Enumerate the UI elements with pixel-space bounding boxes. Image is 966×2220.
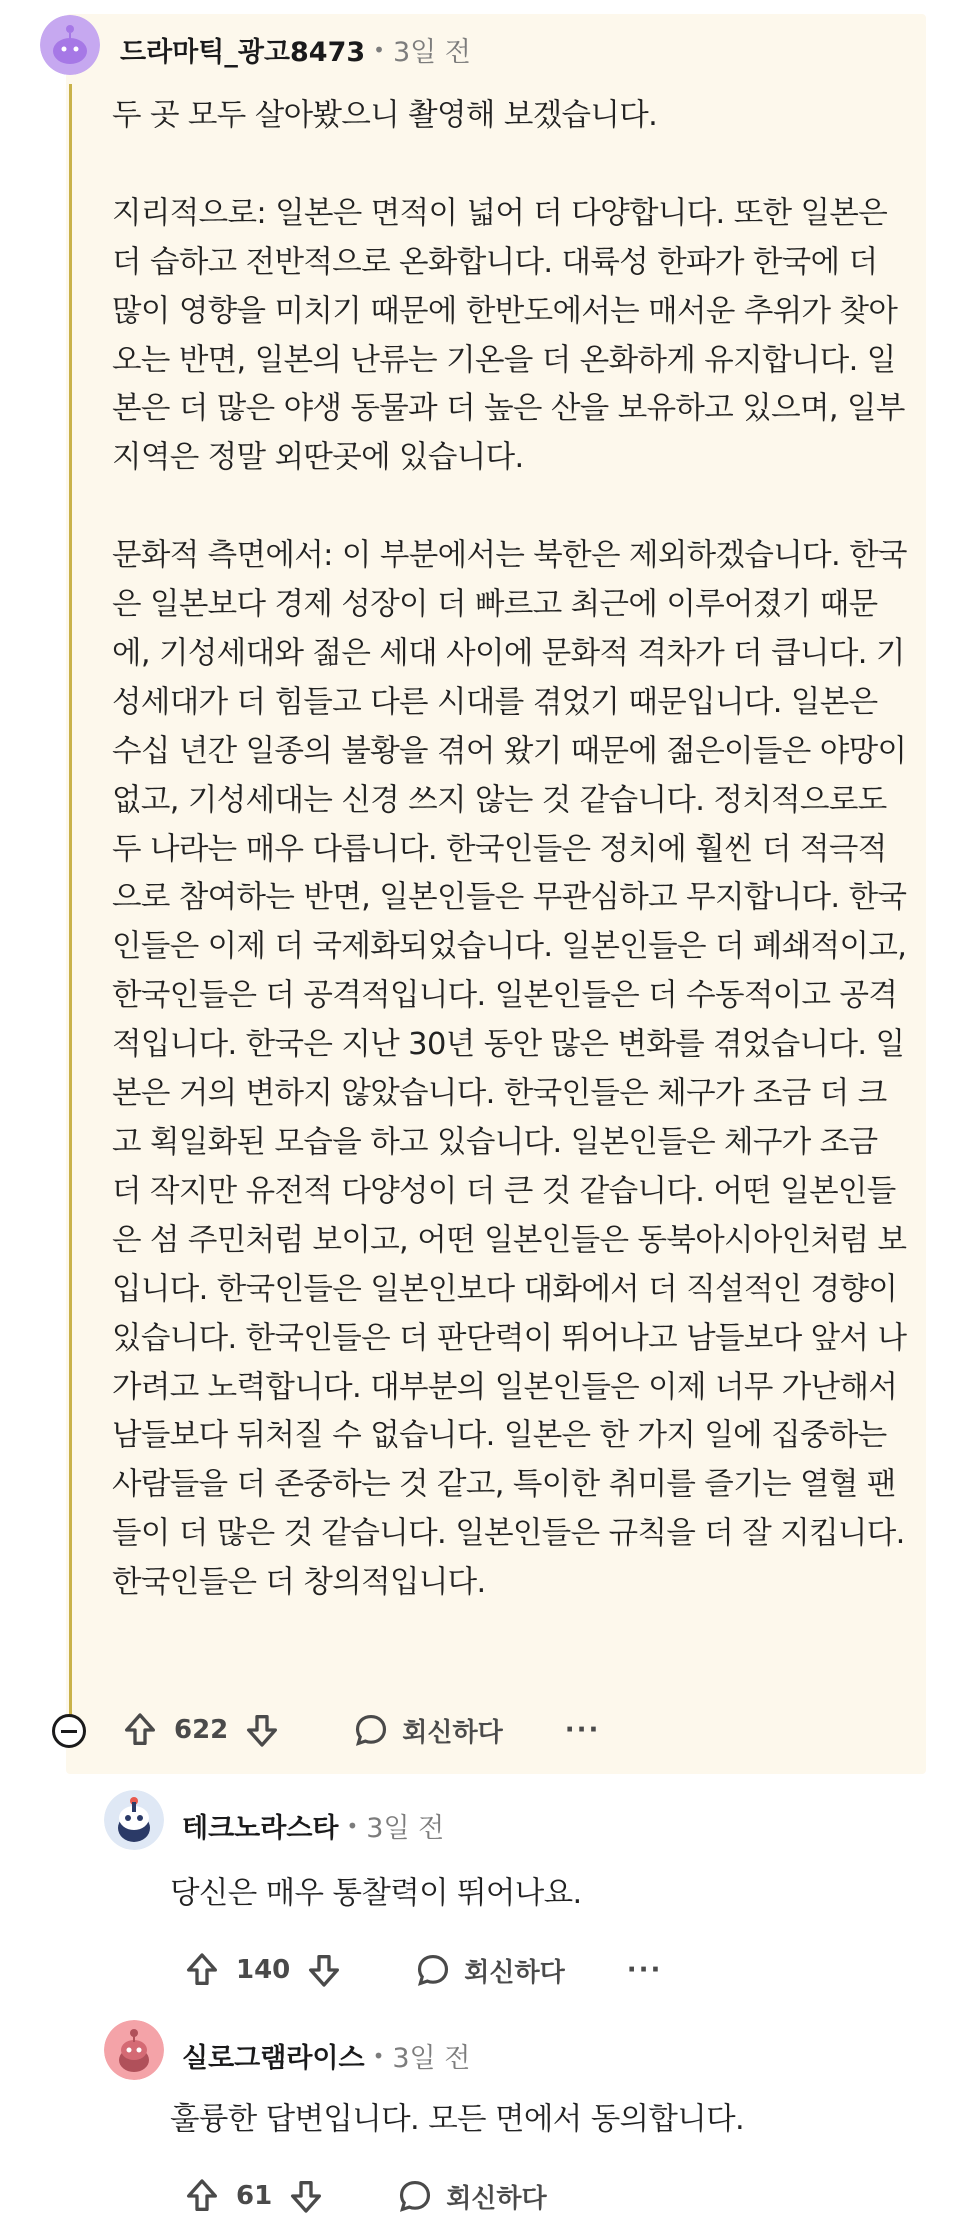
downvote-arrow-icon[interactable]: [304, 1950, 344, 1990]
meta-separator: •: [372, 2043, 385, 2068]
comment-paragraph: 훌륭한 답변입니다. 모든 면에서 동의합니다.: [170, 2102, 745, 2137]
reply-button[interactable]: [414, 1951, 564, 1989]
snoo-avatar-icon: [104, 1790, 164, 1850]
comment-actions: [120, 1710, 600, 1750]
speech-bubble-icon: [414, 1951, 452, 1989]
speech-bubble-icon: [396, 2177, 434, 2215]
timestamp[interactable]: 3일 전: [392, 37, 471, 68]
comment-paragraph: 당신은 매우 통찰력이 뛰어나요.: [170, 1876, 582, 1911]
vote-count: 61: [236, 2181, 273, 2211]
thread-line[interactable]: [69, 84, 72, 1724]
reply-button[interactable]: [396, 2177, 546, 2215]
timestamp[interactable]: 3일 전: [366, 1813, 445, 1844]
reply-button[interactable]: [352, 1711, 502, 1749]
meta-separator: •: [373, 37, 385, 62]
comment-meta: [182, 1806, 444, 1845]
reply-label: 회신하다: [402, 1717, 503, 1748]
user-avatar[interactable]: [104, 2020, 164, 2080]
vote-count: 140: [236, 1955, 291, 1985]
user-avatar[interactable]: [104, 1790, 164, 1850]
speech-bubble-icon: [352, 1711, 390, 1749]
snoo-avatar-icon: [104, 2020, 164, 2080]
meta-separator: •: [346, 1813, 359, 1838]
username[interactable]: 드라마틱_광고8473: [120, 37, 366, 68]
username[interactable]: 실로그램라이스: [182, 2043, 365, 2074]
comment-body: [112, 92, 910, 1608]
user-avatar[interactable]: [40, 15, 100, 75]
upvote-arrow-icon[interactable]: [120, 1710, 160, 1750]
comment-actions: [182, 1950, 662, 1990]
reply-label: 회신하다: [464, 1957, 565, 1988]
downvote-arrow-icon[interactable]: [286, 2176, 326, 2216]
comment-paragraph: 문화적 측면에서: 이 부분에서는 북한은 제외하겠습니다. 한국은 일본보다 경제 성장이 더 빠르고 최근에 이루어졌기 때문에, 기성세대와 젊은 세대 사이에 문화적 격차가 더 큽니다. 기성세대가 더 힘들고 다른 시대를 겪었기 때문입니다. 일본은 수십 년간 일종의 불황을 겪어 왔기 때문에 젊은이들은 야망이 없고, 기성세대는 신경 쓰지 않는 것 같습니다. 정치적으로도 두 나라는 매우 다릅니다. 한국인들은 정치에 훨씬 더 적극적으로 참여하는 반면, 일본인들은 무관심하고 무지합니다. 한국인들은 이제 더 국제화되었습니다. 일본인들은 더 폐쇄적이고, 한국인들은 더 공격적입니다. 일본인들은 더 수동적이고 공격적입니다. 한국은 지난 30년 동안 많은 변화를 겪었습니다. 일본은 거의 변하지 않았습니다. 한국인들은 체구가 조금 더 크고 획일화된 모습을 하고 있습니다. 일본인들은 체구가 조금 더 작지만 유전적 다양성이 더 큰 것 같습니다. 어떤 일본인들은 섬 주민처럼 보이고, 어떤 일본인들은 동북아시아인처럼 보입니다. 한국인들은 일본인보다 대화에서 더 직설적인 경향이 있습니다. 한국인들은 더 판단력이 뛰어나고 남들보다 앞서 나가려고 노력합니다. 대부분의 일본인들은 이제 너무 가난해서 남들보다 뒤처질 수 없습니다. 일본은 한 가지 일에 집중하는 사람들을 더 존중하는 것 같고, 특이한 취미를 즐기는 열혈 팬들이 더 많은 것 같습니다. 일본인들은 규칙을 더 잘 지킵니다. 한국인들은 더 창의적입니다.: [112, 538, 907, 1601]
collapse-minus-icon: [61, 1730, 77, 1733]
collapse-thread-button[interactable]: [52, 1714, 86, 1748]
vote-count: 622: [174, 1715, 229, 1745]
downvote-arrow-icon[interactable]: [242, 1710, 282, 1750]
username[interactable]: 테크노라스타: [182, 1813, 339, 1844]
comment-paragraph: 두 곳 모두 살아봤으니 촬영해 보겠습니다.: [112, 98, 658, 133]
comment-body: [170, 1870, 910, 1919]
more-options-button[interactable]: ···: [564, 1715, 601, 1745]
comment-paragraph: 지리적으로: 일본은 면적이 넓어 더 다양합니다. 또한 일본은 더 습하고 전반적으로 온화합니다. 대륙성 한파가 한국에 더 많이 영향을 미치기 때문에 한반도에서는 매서운 추위가 찾아오는 반면, 일본의 난류는 기온을 더 온화하게 유지합니다. 일본은 더 많은 야생 동물과 더 높은 산을 보유하고 있으며, 일부 지역은 정말 외딴곳에 있습니다.: [112, 195, 905, 476]
reply-label: 회신하다: [446, 2183, 547, 2214]
upvote-arrow-icon[interactable]: [182, 1950, 222, 1990]
timestamp[interactable]: 3일 전: [392, 2043, 471, 2074]
comment-meta: [120, 30, 471, 69]
comment-body: [170, 2096, 910, 2145]
more-options-button[interactable]: ···: [626, 1955, 663, 1985]
upvote-arrow-icon[interactable]: [182, 2176, 222, 2216]
comment-meta: [182, 2036, 470, 2075]
snoo-avatar-icon: [40, 15, 100, 75]
comment-actions: [182, 2176, 547, 2216]
